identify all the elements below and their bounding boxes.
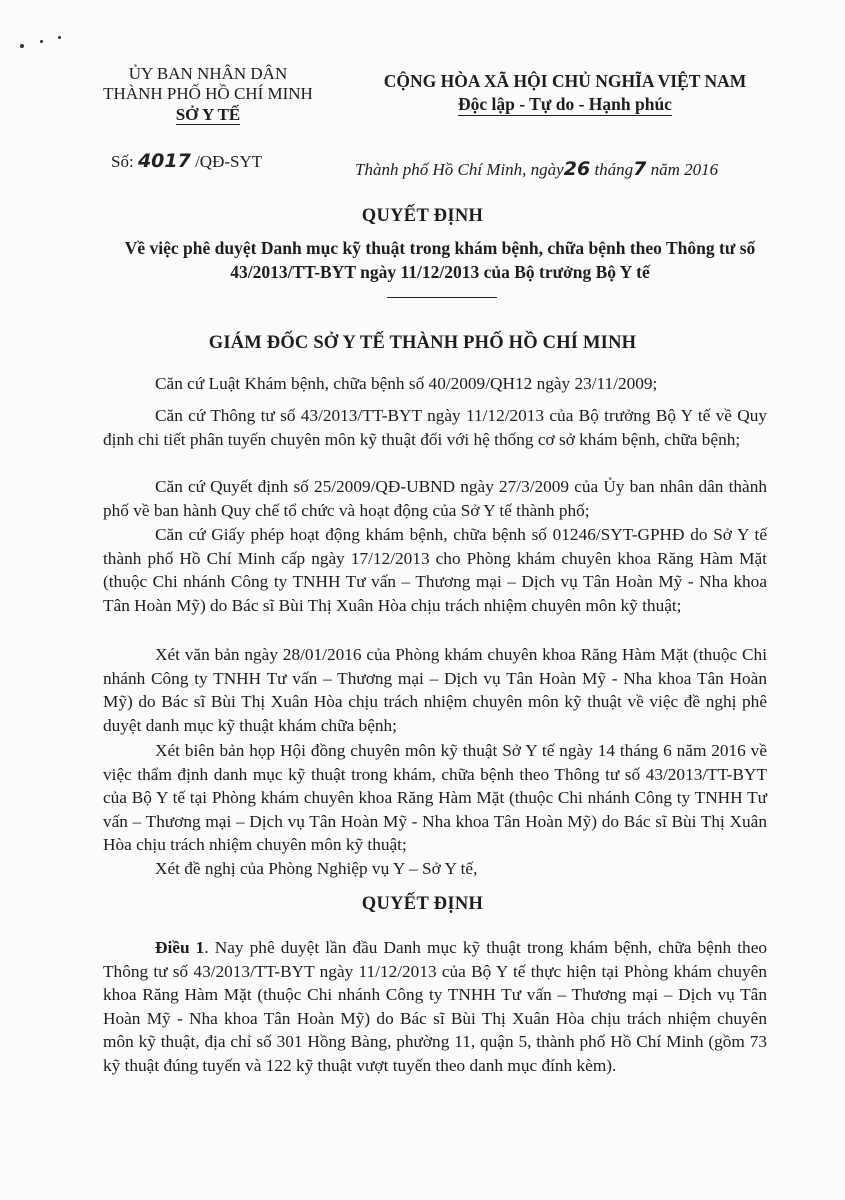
- article-1-text: . Nay phê duyệt lần đầu Danh mục kỹ thuật trong khám bệnh, chữa bệnh theo Thông tư số 43/2013/TT-BYT ngày 11/12/2013 của Bộ Y tế thực hiện tại Phòng khám chuyên khoa Răng Hàm Mặt (thuộc Chi nhánh Công ty TNHH Tư vấn – Thương mại – Dịch vụ Tân Hoàn Mỹ - Nha khoa Tân Hoàn Mỹ) do Bác sĩ Bùi Thị Xuân Hòa chịu trách nhiệm chuyên môn kỹ thuật, địa chỉ số 301 Hồng Bàng, phường 11, quận 5, thành phố Hồ Chí Minh (gồm 73 kỹ thuật đúng tuyến và 122 kỹ thuật vượt tuyến theo danh mục đính kèm).: [103, 938, 767, 1075]
- handwritten-number: 4017: [137, 150, 191, 172]
- department-name: SỞ Y TẾ: [175, 105, 241, 124]
- article-1: [103, 936, 767, 1077]
- preamble-decision: Căn cứ Quyết định số 25/2009/QĐ-UBND ngày 27/3/2009 của Ủy ban nhân dân thành phố về ban hành Quy chế tổ chức và hoạt động của Sở Y tế thành phố;: [103, 477, 767, 520]
- preamble-proposal: Xét đề nghị của Phòng Nghiệp vụ Y – Sở Y tế,: [155, 859, 478, 878]
- article-1-label: Điều 1: [155, 938, 205, 957]
- document-date: [355, 158, 718, 181]
- scan-speck: [58, 36, 61, 39]
- number-prefix: Số:: [111, 152, 138, 171]
- preamble-circular: Căn cứ Thông tư số 43/2013/TT-BYT ngày 11/12/2013 của Bộ trưởng Bộ Y tế về Quy định chi tiết phân tuyến chuyên môn kỹ thuật đối với hệ thống cơ sở khám bệnh, chữa bệnh;: [103, 406, 767, 449]
- document-subject: Về việc phê duyệt Danh mục kỹ thuật trong khám bệnh, chữa bệnh theo Thông tư số 43/2013/TT-BYT ngày 11/12/2013 của Bộ trưởng Bộ Y tế: [124, 238, 756, 282]
- national-title: CỘNG HÒA XÃ HỘI CHỦ NGHĨA VIỆT NAM: [383, 71, 747, 91]
- date-year: năm 2016: [646, 160, 719, 179]
- document-number: [111, 150, 262, 173]
- handwritten-day: 26: [563, 158, 591, 180]
- scan-speck: [20, 44, 24, 48]
- preamble-license: Căn cứ Giấy phép hoạt động khám bệnh, chữa bệnh số 01246/SYT-GPHĐ do Sở Y tế thành phố Hồ Chí Minh cấp ngày 17/12/2013 cho Phòng khám chuyên khoa Răng Hàm Mặt (thuộc Chi nhánh Công ty TNHH Tư vấn – Thương mại – Dịch vụ Tân Hoàn Mỹ - Nha khoa Tân Hoàn Mỹ) do Bác sĩ Bùi Thị Xuân Hòa chịu trách nhiệm chuyên môn kỹ thuật;: [103, 525, 767, 615]
- document-title: QUYẾT ĐỊNH: [361, 206, 484, 226]
- signing-authority: GIÁM ĐỐC SỞ Y TẾ THÀNH PHỐ HỒ CHÍ MINH: [208, 333, 637, 353]
- number-suffix: /QĐ-SYT: [190, 152, 263, 171]
- issuing-city: THÀNH PHỐ HỒ CHÍ MINH: [103, 84, 313, 103]
- issuing-department: [75, 104, 341, 126]
- motto-text: Độc lập - Tự do - Hạnh phúc: [458, 94, 672, 114]
- title-divider: [387, 297, 497, 298]
- handwritten-month: 7: [633, 158, 647, 180]
- preamble-law: Căn cứ Luật Khám bệnh, chữa bệnh số 40/2009/QH12 ngày 23/11/2009;: [155, 374, 658, 393]
- date-prefix: Thành phố Hồ Chí Minh, ngày: [355, 160, 564, 179]
- preamble-minutes: Xét biên bản họp Hội đồng chuyên môn kỹ thuật Sở Y tế ngày 14 tháng 6 năm 2016 về việc thẩm định danh mục kỹ thuật trong khám, chữa bệnh theo Thông tư số 43/2013/TT-BYT của Bộ Y tế tại Phòng khám chuyên khoa Răng Hàm Mặt (thuộc Chi nhánh Công ty TNHH Tư vấn – Thương mại – Dịch vụ Tân Hoàn Mỹ - Nha khoa Tân Hoàn Mỹ) do Bác sĩ Bùi Thị Xuân Hòa chịu trách nhiệm chuyên môn kỹ thuật;: [103, 741, 767, 854]
- national-motto: [355, 92, 775, 116]
- date-month-word: tháng: [590, 160, 634, 179]
- scan-speck: [40, 40, 43, 43]
- preamble-request: Xét văn bản ngày 28/01/2016 của Phòng khám chuyên khoa Răng Hàm Mặt (thuộc Chi nhánh Công ty TNHH Tư vấn – Thương mại – Dịch vụ Tân Hoàn Mỹ - Nha khoa Tân Hoàn Mỹ) do Bác sĩ Bùi Thị Xuân Hòa chịu trách nhiệm chuyên môn kỹ thuật về việc đề nghị phê duyệt danh mục kỹ thuật khám chữa bệnh;: [103, 645, 767, 735]
- issuing-authority: ỦY BAN NHÂN DÂN: [128, 64, 288, 83]
- decision-heading: QUYẾT ĐỊNH: [361, 894, 484, 914]
